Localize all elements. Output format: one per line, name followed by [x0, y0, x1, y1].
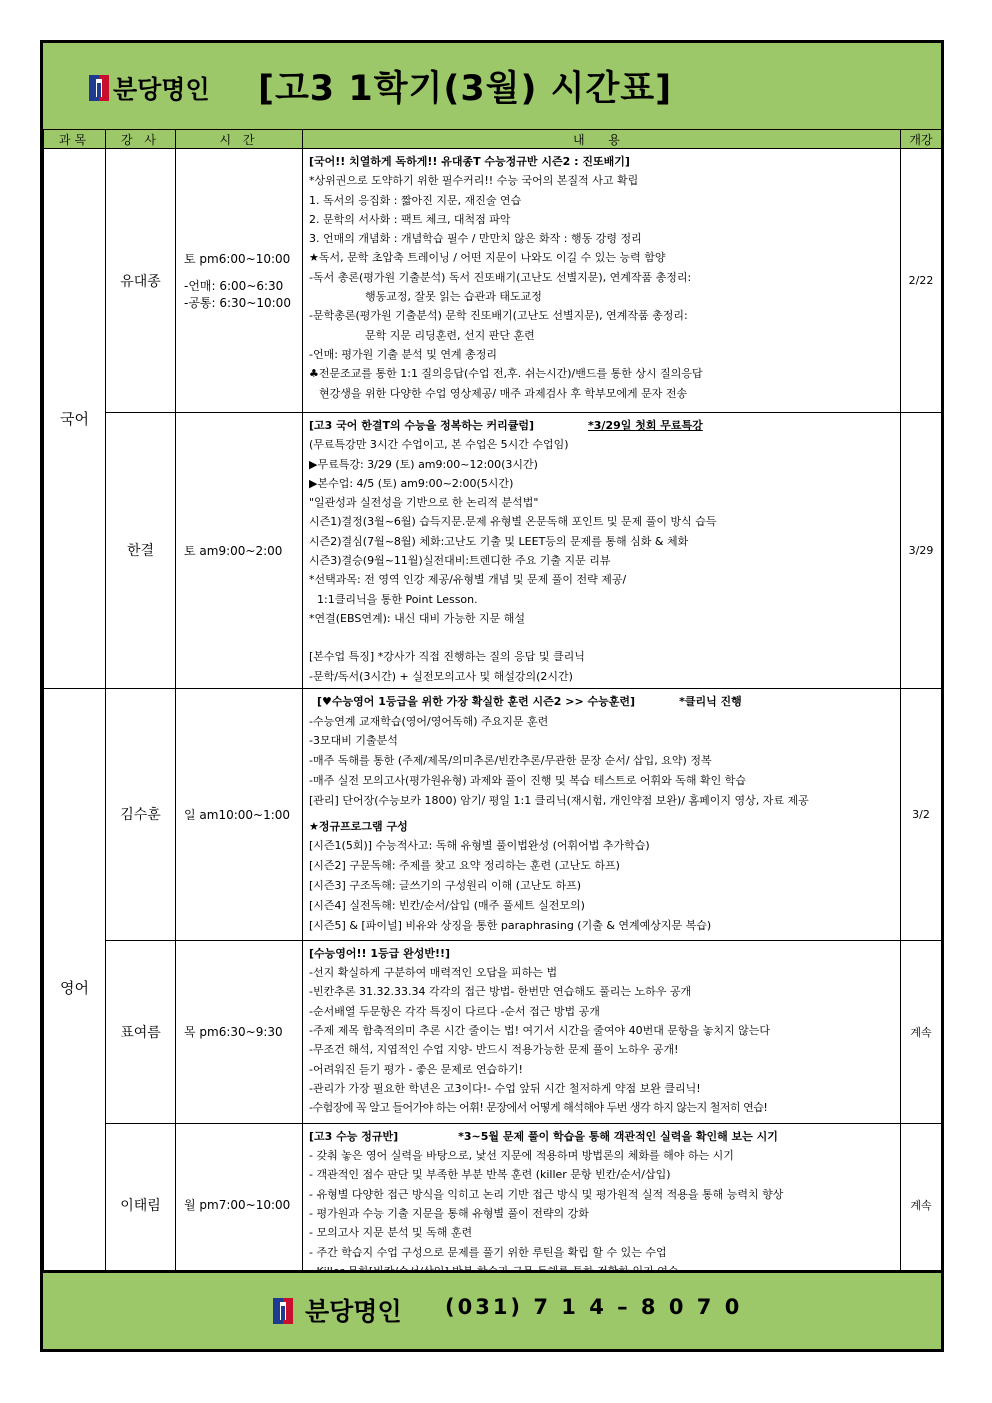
- phone-number: (031) 7 1 4 – 8 0 7 0: [445, 1295, 743, 1319]
- table-row: [44, 413, 942, 689]
- class-content: [수능영어!! 1등급 완성반!!] -선지 확실하게 구분하여 매력적인 오답을 피하는 법 -빈칸추론 31.32.33.34 각각의 접근 방법- 한번만 연습해도 풀리는 노하우 공개 -순서배열 두문항은 각각 특징이 다르다 -순서 접근 방법 공개 -주제 제목 함축적의미 추론 시간 줄이는 법! 여기서 시간을 줄여야 40번대 문항을 놓치지 않는다 -무조건 해석, 지엽적인 수업 지양- 반드시 적용가능한 문제 풀이 노하우 공개! -어려워진 듣기 평가 - 좋은 문제로 연습하기! -관리가 가장 필요한 학년은 고3이다!- 수업 앞뒤 시간 철저하게 약점 보완 클리닉! -수험장에 꼭 알고 들어가야 하는 어휘! 문장에서 어떻게 해석해야 두번 생각 하지 않는지 철저히 연습!: [303, 940, 901, 1123]
- schedule-table: [43, 129, 942, 1287]
- page-title: [고3 1학기(3월) 시간표]: [258, 69, 673, 109]
- class-time: 토 am9:00~2:00: [176, 413, 303, 689]
- start-date: 3/29: [901, 413, 942, 689]
- start-date: 계속: [901, 940, 942, 1123]
- academy-logo-icon: [273, 1298, 293, 1324]
- start-date: 3/2: [901, 688, 942, 940]
- class-time: 목 pm6:30~9:30: [176, 940, 303, 1123]
- class-time: 토 pm6:00~10:00 -언매: 6:00~6:30 -공통: 6:30~10:00: [176, 149, 303, 413]
- table-header-row: [44, 130, 942, 149]
- class-content: [고3 국어 한결T의 수능을 정복하는 커리큘럼] *3/29일 첫회 무료특강 (무료특강만 3시간 수업이고, 본 수업은 5시간 수업임) ▶무료특강: 3/29 (토) am9:00~12:00(3시간) ▶본수업: 4/5 (토) am9:00~2:00(5시간) "일관성과 실전성을 기반으로 한 논리적 분석법" 시즌1)결정(3월~6월) 습득지문.문제 유형별 온문독해 포인트 및 문제 풀이 방식 습득 시즌2)결심(7월~8월) 체화:고난도 기출 및 LEET등의 문제를 통해 심화 & 체화 시즌3)결승(9월~11월)실전대비:트렌디한 주요 기출 지문 리뷰 *선택과목: 전 영역 인강 제공/유형별 개념 및 문제 풀이 전략 제공/ 1:1클리닉을 통한 Point Lesson. *연결(EBS연계): 내신 대비 가능한 지문 해설 [본수업 특징] *강사가 직접 진행하는 질의 응답 및 클리닉 -문학/독서(3시간) + 실전모의고사 및 해설강의(2시간): [303, 413, 901, 689]
- timetable-frame: [40, 40, 944, 1352]
- subject-english: 영어: [44, 688, 106, 1286]
- teacher-name: 유대종: [106, 149, 176, 413]
- class-content: [국어!! 치열하게 독하게!! 유대종T 수능정규반 시즌2 : 진또배기] *상위권으로 도약하기 위한 필수커리!! 수능 국어의 본질적 사고 확립 1. 독서의 응집화 : 짧아진 지문, 재진술 연습 2. 문학의 서사화 : 팩트 체크, 대척점 파악 3. 언매의 개념화 : 개념학습 필수 / 만만치 않은 화작 : 행동 강령 정리 ★독서, 문학 초압축 트레이닝 / 어떤 지문이 나와도 이길 수 있는 능력 함양 -독서 총론(평가원 기출분석) 독서 진또배기(고난도 선별지문), 연계작품 총정리: 행동교정, 잘못 읽는 습관과 태도교정 -문학총론(평가원 기출분석) 문학 진또배기(고난도 선별지문), 연계작품 총정리: 문학 지문 리딩훈련, 선지 판단 훈련 -언매: 평가원 기출 분석 및 연계 총정리 ♣전문조교를 통한 1:1 질의응답(수업 전,후. 쉬는시간)/밴드를 통한 상시 질의응답 현강생을 위한 다양한 수업 영상제공/ 매주 과제검사 후 학부모에게 문자 전송: [303, 149, 901, 413]
- class-time: 일 am10:00~1:00: [176, 688, 303, 940]
- footer-brand: 분당명인: [305, 1297, 402, 1326]
- academy-logo-icon: [89, 75, 109, 101]
- start-date: 2/22: [901, 149, 942, 413]
- footer-banner: [43, 1270, 941, 1349]
- start-date: 계속: [901, 1123, 942, 1286]
- header-banner: [43, 43, 941, 132]
- col-subject: 과목: [44, 130, 106, 149]
- table-row: [44, 149, 942, 413]
- table-row: [44, 940, 942, 1123]
- class-content: [♥수능영어 1등급을 위한 가장 확실한 훈련 시즌2 >> 수능훈련] *클리닉 진행 -수능연계 교재학습(영어/영어독해) 주요지문 훈련 -3모대비 기출분석 -매주 독해를 통한 (주제/제목/의미추론/빈칸추론/무관한 문장 순서/ 삽입, 요약) 정복 -매주 실전 모의고사(평가원유형) 과제와 풀이 진행 및 복습 테스트로 어휘와 독해 확인 학습 [관리] 단어장(수능보카 1800) 암기/ 평일 1:1 클리닉(재시험, 개인약점 보완)/ 홈페이지 영상, 자료 제공 ★정규프로그램 구성 [시즌1(5회)] 수능적사고: 독해 유형별 풀이법완성 (어휘어법 추가학습) [시즌2] 구문독해: 주제를 찾고 요약 정리하는 훈련 (고난도 하프) [시즌3] 구조독해: 글쓰기의 구성원리 이해 (고난도 하프) [시즌4] 실전독해: 빈칸/순서/삽입 (매주 풀세트 실전모의) [시즌5] & [파이널] 비유와 상징을 통한 paraphrasing (기출 & 연계예상지문 복습): [303, 688, 901, 940]
- subject-korean: 국어: [44, 149, 106, 689]
- header-brand: 분당명인: [113, 75, 210, 104]
- class-content: [고3 수능 정규반] *3~5월 문제 풀이 학습을 통해 객관적인 실력을 확인해 보는 시기 - 갖춰 놓은 영어 실력을 바탕으로, 낯선 지문에 적용하며 방법론의 체화를 해야 하는 시기 - 객관적인 점수 판단 및 부족한 부분 반복 훈련 (killer 문항 빈칸/순서/삽입) - 유형별 다양한 접근 방식을 익히고 논리 기반 접근 방식 및 평가원적 실적 적용을 통해 능력치 향상 - 평가원과 수능 기출 지문을 통해 유형별 풀이 전략의 강화 - 모의고사 지문 분석 및 독해 훈련 - 주간 학습지 수업 구성으로 문제를 풀기 위한 루틴을 확립 할 수 있는 수업: [303, 1123, 901, 1286]
- col-start: 개강: [901, 130, 942, 149]
- table-row: [44, 688, 942, 940]
- col-time: 시 간: [176, 130, 303, 149]
- teacher-name: 이태림: [106, 1123, 176, 1286]
- class-time: 월 pm7:00~10:00: [176, 1123, 303, 1286]
- teacher-name: 한결: [106, 413, 176, 689]
- col-content: 내 용: [303, 130, 901, 149]
- teacher-name: 김수훈: [106, 688, 176, 940]
- teacher-name: 표여름: [106, 940, 176, 1123]
- col-teacher: 강 사: [106, 130, 176, 149]
- table-row: [44, 1123, 942, 1286]
